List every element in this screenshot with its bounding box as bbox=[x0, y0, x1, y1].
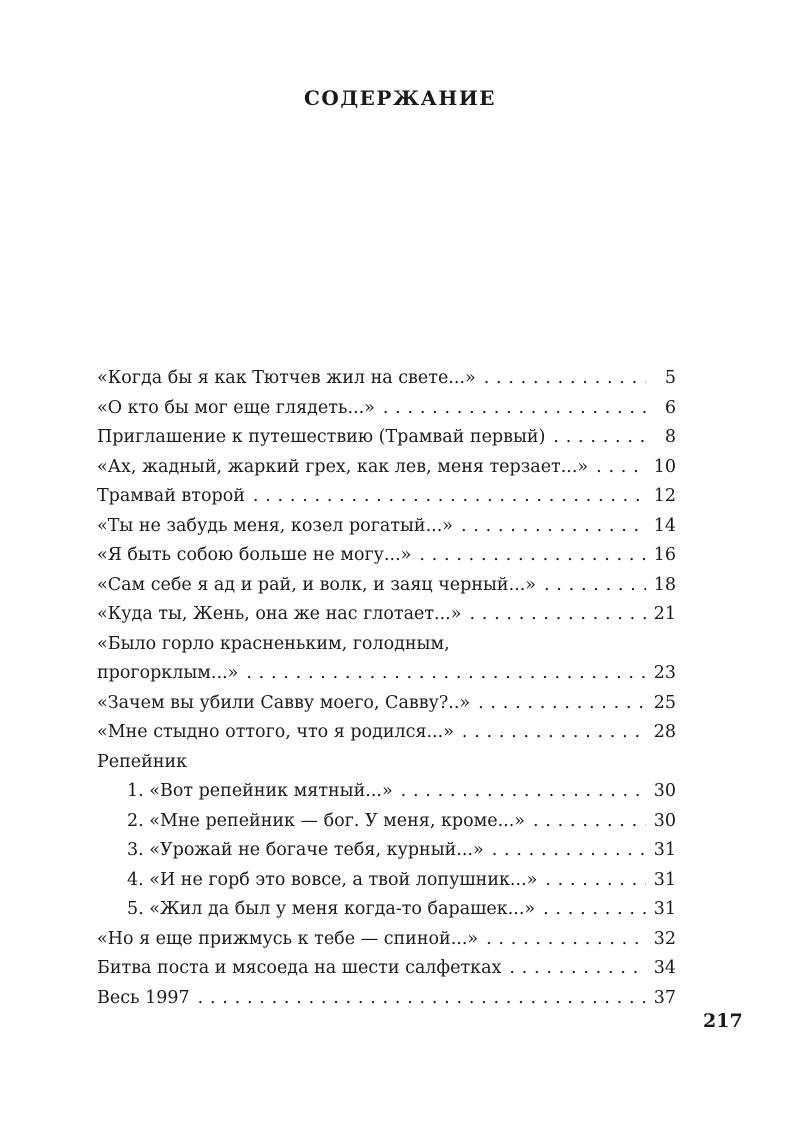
toc-entry bbox=[97, 984, 676, 1014]
toc-entry-title: 2. «Мне репейник — бог. У меня, кроме...» bbox=[127, 810, 526, 831]
toc-subentry bbox=[97, 895, 676, 925]
dot-leader bbox=[478, 689, 646, 719]
toc-entry-title: «Но я еще прижмусь к тебе — спиной...» bbox=[97, 928, 479, 949]
dot-leader bbox=[544, 571, 646, 601]
toc-section bbox=[97, 748, 676, 778]
toc-entry-page: 34 bbox=[653, 958, 676, 978]
toc-entry-title: 4. «И не горб это вовсе, а твой лопушник...» bbox=[127, 869, 538, 890]
toc-entry-page: 16 bbox=[653, 545, 676, 565]
toc-subentry bbox=[97, 777, 676, 807]
toc-entry-page: 14 bbox=[653, 515, 676, 536]
toc-entry-page: 5 bbox=[664, 368, 676, 388]
toc-entry bbox=[97, 453, 676, 483]
dot-leader bbox=[486, 925, 646, 955]
dot-leader bbox=[461, 512, 646, 542]
toc-entry-title-cont: прогорклым...» bbox=[97, 663, 239, 683]
toc-entry-title: 1. «Вот репейник мятный...» bbox=[127, 781, 393, 801]
toc-entry-page: 23 bbox=[653, 663, 676, 683]
toc-entry bbox=[97, 925, 676, 955]
dot-leader bbox=[509, 954, 645, 984]
toc-entry-title: «О кто бы мог еще глядеть...» bbox=[97, 397, 375, 418]
dot-leader bbox=[246, 659, 645, 689]
dot-leader bbox=[484, 364, 646, 394]
toc-entry-page: 31 bbox=[653, 869, 676, 890]
toc-entry-title: «Куда ты, Жень, она же нас глотает...» bbox=[97, 604, 462, 624]
toc-entry-page: 18 bbox=[653, 574, 676, 595]
dot-leader bbox=[543, 895, 646, 925]
toc-entry-page: 31 bbox=[653, 840, 676, 860]
dot-leader bbox=[553, 423, 646, 453]
page-number: 217 bbox=[703, 1010, 743, 1032]
table-of-contents bbox=[97, 364, 676, 1013]
toc-entry-title: «Ты не забудь меня, козел рогатый...» bbox=[97, 515, 453, 536]
toc-entry-title: 5. «Жил да был у меня когда-то барашек...» bbox=[127, 899, 536, 919]
toc-subentry bbox=[97, 866, 676, 896]
toc-entry-page: 6 bbox=[664, 397, 676, 418]
toc-entry bbox=[97, 600, 676, 630]
toc-entry-title: Битва поста и мясоеда на шести салфетках bbox=[97, 958, 502, 978]
toc-entry bbox=[97, 423, 676, 453]
toc-entry-title: «Сам себе я ад и рай, и волк, и заяц черный...» bbox=[97, 574, 536, 595]
toc-entry-page: 25 bbox=[653, 692, 676, 713]
toc-entry-title: «Ах, жадный, жаркий грех, как лев, меня терзает...» bbox=[97, 456, 589, 477]
toc-entry-page: 10 bbox=[653, 456, 676, 477]
toc-entry-page: 28 bbox=[653, 722, 676, 742]
toc-entry-title: «Было горло красненьким, голодным, bbox=[97, 633, 450, 654]
toc-entry-title: «Когда бы я как Тютчев жил на свете...» bbox=[97, 368, 476, 388]
toc-entry-page: 30 bbox=[653, 781, 676, 801]
dot-leader bbox=[545, 866, 645, 896]
dot-leader bbox=[596, 453, 646, 483]
toc-entry bbox=[97, 718, 676, 748]
dot-leader bbox=[533, 807, 646, 837]
dot-leader bbox=[469, 600, 645, 630]
dot-leader bbox=[401, 777, 646, 807]
toc-entry bbox=[97, 394, 676, 424]
toc-entry-title: «Зачем вы убили Савву моего, Савву?..» bbox=[97, 692, 471, 713]
toc-entry-page: 12 bbox=[653, 486, 676, 506]
toc-entry-title: Весь 1997 bbox=[97, 987, 190, 1008]
toc-subentry bbox=[97, 807, 676, 837]
toc-entry-page: 30 bbox=[653, 810, 676, 831]
toc-entry bbox=[97, 364, 676, 394]
toc-entry-title: 3. «Урожай не богаче тебя, курный...» bbox=[127, 840, 484, 860]
toc-entry bbox=[97, 482, 676, 512]
page-title: СОДЕРЖАНИЕ bbox=[304, 86, 496, 110]
dot-leader bbox=[253, 482, 646, 512]
toc-entry-title: Трамвай второй bbox=[97, 486, 245, 506]
dot-leader bbox=[383, 394, 646, 424]
toc-entry-page: 21 bbox=[653, 604, 676, 624]
dot-leader bbox=[492, 836, 646, 866]
toc-entry-page: 37 bbox=[653, 987, 676, 1008]
toc-entry bbox=[97, 541, 676, 571]
toc-entry bbox=[97, 954, 676, 984]
dot-leader bbox=[462, 718, 646, 748]
toc-entry-title: «Я быть собою больше не могу...» bbox=[97, 545, 412, 565]
toc-entry-page: 31 bbox=[653, 899, 676, 919]
toc-entry bbox=[97, 512, 676, 542]
dot-leader bbox=[198, 984, 646, 1014]
toc-entry-page: 32 bbox=[653, 928, 676, 949]
toc-entry bbox=[97, 571, 676, 601]
toc-entry-title: «Мне стыдно оттого, что я родился...» bbox=[97, 722, 454, 742]
toc-entry-line1 bbox=[97, 630, 676, 660]
toc-entry-line2 bbox=[97, 659, 676, 689]
toc-entry-title: Приглашение к путешествию (Трамвай первый) bbox=[97, 427, 546, 447]
dot-leader bbox=[419, 541, 645, 571]
toc-section-title: Репейник bbox=[97, 751, 188, 772]
toc-entry bbox=[97, 689, 676, 719]
toc-subentry bbox=[97, 836, 676, 866]
toc-entry-page: 8 bbox=[664, 427, 676, 447]
